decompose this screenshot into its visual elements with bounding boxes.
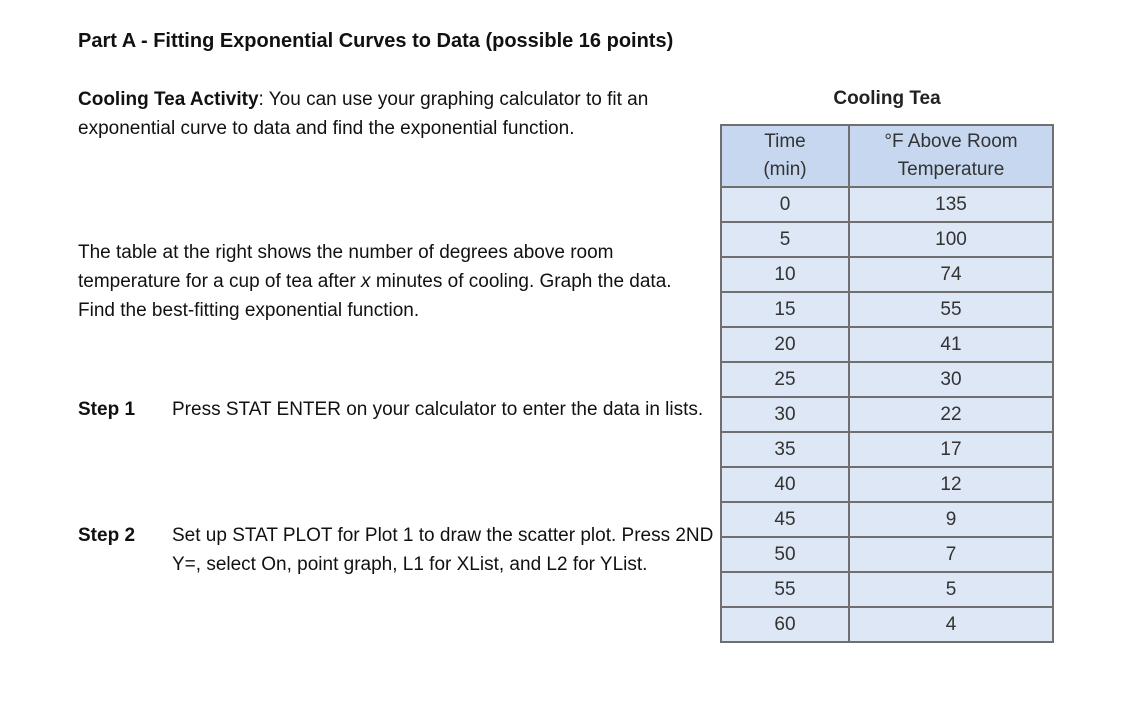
table-row <box>721 187 1053 222</box>
table-row <box>721 607 1053 642</box>
table-row <box>721 502 1053 537</box>
temp-cell: 22 <box>849 397 1053 432</box>
time-cell: 30 <box>721 397 849 432</box>
step-1-label: Step 1 <box>78 399 136 420</box>
step-1-text: Press STAT ENTER on your calculator to enter the data in lists. <box>172 399 704 420</box>
intro-paragraph <box>78 85 708 143</box>
time-cell: 10 <box>721 257 849 292</box>
table-row <box>721 572 1053 607</box>
time-cell: 15 <box>721 292 849 327</box>
header-temperature <box>849 125 1053 187</box>
step-2-label: Step 2 <box>78 525 136 546</box>
problem-paragraph <box>78 238 708 325</box>
header-time-line1: Time <box>764 131 806 152</box>
table-row <box>721 327 1053 362</box>
temp-cell: 7 <box>849 537 1053 572</box>
time-cell: 0 <box>721 187 849 222</box>
header-temp-line1: °F Above Room <box>884 131 1018 152</box>
time-cell: 40 <box>721 467 849 502</box>
table-title: Cooling Tea <box>833 88 941 109</box>
table-row <box>721 397 1053 432</box>
temp-cell: 17 <box>849 432 1053 467</box>
page-heading: Part A - Fitting Exponential Curves to Data (possible 16 points) <box>78 30 674 52</box>
temp-cell: 74 <box>849 257 1053 292</box>
temp-cell: 4 <box>849 607 1053 642</box>
problem-text-before: The table at the right shows the number of degrees above room temperature for a cup of tea after <box>78 242 614 292</box>
header-temp-line2: Temperature <box>897 159 1005 180</box>
temp-cell: 5 <box>849 572 1053 607</box>
table-row <box>721 292 1053 327</box>
step-1 <box>78 395 718 424</box>
temp-cell: 55 <box>849 292 1053 327</box>
step-2-text: Set up STAT PLOT for Plot 1 to draw the scatter plot. Press 2ND Y=, select On, point graph, L1 for XList, and L2 for YList. <box>172 525 714 575</box>
time-cell: 25 <box>721 362 849 397</box>
time-cell: 35 <box>721 432 849 467</box>
table-row <box>721 537 1053 572</box>
temp-cell: 12 <box>849 467 1053 502</box>
temp-cell: 30 <box>849 362 1053 397</box>
table-row <box>721 257 1053 292</box>
temp-cell: 100 <box>849 222 1053 257</box>
table-row <box>721 467 1053 502</box>
table-row <box>721 432 1053 467</box>
time-cell: 20 <box>721 327 849 362</box>
cooling-tea-table <box>720 124 1054 643</box>
table-header-row <box>721 125 1053 187</box>
header-time <box>721 125 849 187</box>
time-cell: 60 <box>721 607 849 642</box>
temp-cell: 9 <box>849 502 1053 537</box>
time-cell: 50 <box>721 537 849 572</box>
intro-text: : You can use your graphing calculator to fit an exponential curve to data and find the exponential function. <box>78 89 649 139</box>
problem-text-after: minutes of cooling. Graph the data. Find the best-fitting exponential function. <box>78 271 672 321</box>
time-cell: 5 <box>721 222 849 257</box>
time-cell: 45 <box>721 502 849 537</box>
table-row <box>721 222 1053 257</box>
temp-cell: 135 <box>849 187 1053 222</box>
table-row <box>721 362 1053 397</box>
step-2 <box>78 521 718 579</box>
activity-title: Cooling Tea Activity <box>78 89 259 110</box>
time-cell: 55 <box>721 572 849 607</box>
header-time-line2: (min) <box>763 159 807 180</box>
problem-variable: x <box>361 271 371 292</box>
temp-cell: 41 <box>849 327 1053 362</box>
